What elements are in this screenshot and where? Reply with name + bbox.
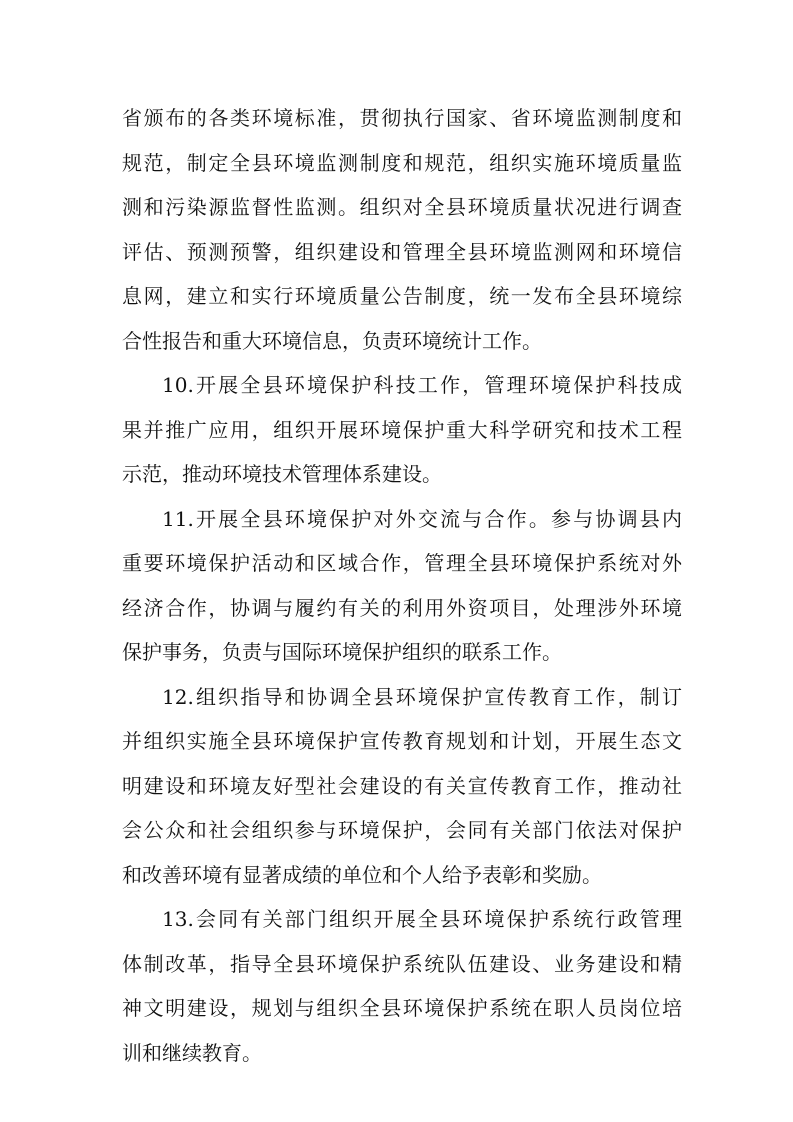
paragraph-item-12 bbox=[122, 675, 682, 898]
text-line: 和改善环境有显著成绩的单位和个人给予表彰和奖励。 bbox=[122, 862, 602, 887]
text-line: 测和污染源监督性监测。组织对全县环境质量状况进行调查 bbox=[122, 195, 682, 219]
text-line: 果并推广应用，组织开展环境保护重大科学研究和技术工程 bbox=[122, 417, 682, 442]
text-line: 示范，推动环境技术管理体系建设。 bbox=[122, 462, 442, 486]
text-line: 并组织实施全县环境保护宣传教育规划和计划，开展生态文 bbox=[122, 729, 682, 753]
text-line: 经济合作，协调与履约有关的利用外资项目，处理涉外环境 bbox=[122, 595, 682, 620]
text-line: 10.开展全县环境保护科技工作，管理环境保护科技成 bbox=[162, 373, 682, 397]
paragraph-item-10 bbox=[122, 363, 682, 497]
text-line: 重要环境保护活动和区域合作，管理全县环境保护系统对外 bbox=[122, 551, 682, 575]
text-line: 息网，建立和实行环境质量公告制度，统一发布全县环境综 bbox=[122, 284, 682, 308]
paragraph-item-13 bbox=[122, 897, 682, 1075]
text-line: 11.开展全县环境保护对外交流与合作。参与协调县内 bbox=[162, 506, 682, 531]
text-line: 会公众和社会组织参与环境保护，会同有关部门依法对保护 bbox=[122, 818, 682, 842]
paragraph-continued bbox=[122, 96, 682, 363]
text-line: 训和继续教育。 bbox=[122, 1040, 262, 1065]
text-line: 保护事务，负责与国际环境保护组织的联系工作。 bbox=[122, 640, 562, 664]
text-line: 省颁布的各类环境标准，贯彻执行国家、省环境监测制度和 bbox=[122, 106, 682, 130]
text-line: 12.组织指导和协调全县环境保护宣传教育工作，制订 bbox=[162, 684, 682, 709]
text-line: 评估、预测预警，组织建设和管理全县环境监测网和环境信 bbox=[122, 239, 682, 264]
text-line: 规范，制定全县环境监测制度和规范，组织实施环境质量监 bbox=[122, 150, 682, 175]
text-line: 合性报告和重大环境信息，负责环境统计工作。 bbox=[122, 328, 542, 353]
text-line: 13.会同有关部门组织开展全县环境保护系统行政管理 bbox=[162, 907, 682, 931]
text-line: 明建设和环境友好型社会建设的有关宣传教育工作，推动社 bbox=[122, 773, 682, 798]
paragraph-item-11 bbox=[122, 497, 682, 675]
text-line: 体制改革，指导全县环境保护系统队伍建设、业务建设和精 bbox=[122, 951, 682, 976]
document-body bbox=[122, 96, 682, 1075]
text-line: 神文明建设，规划与组织全县环境保护系统在职人员岗位培 bbox=[122, 996, 682, 1020]
